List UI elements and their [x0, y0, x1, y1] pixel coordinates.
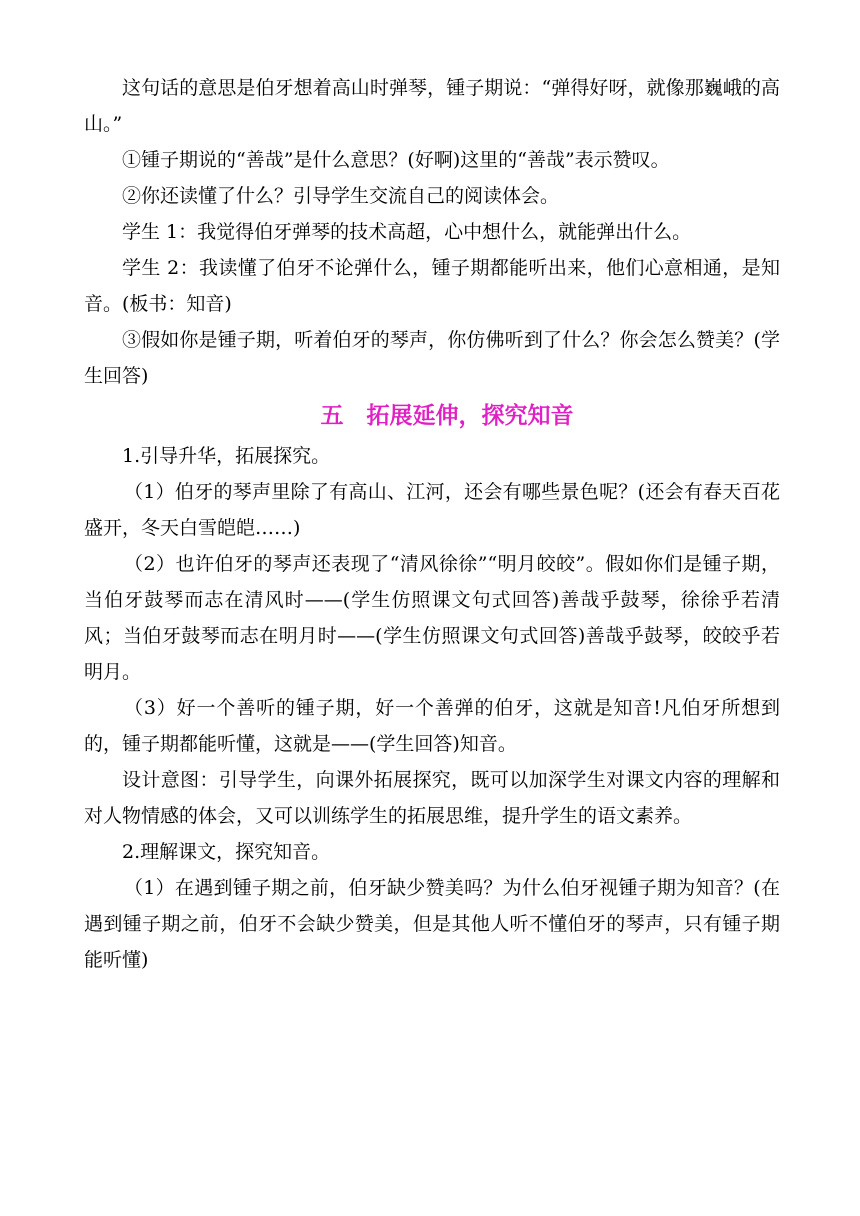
- paragraph-meaning: 这句话的意思是伯牙想着高山时弹琴，锺子期说：“弹得好呀，就像那巍峨的高山。”: [84, 77, 780, 135]
- paragraph-sub-4: （1）在遇到锺子期之前，伯牙缺少赞美吗？为什么伯牙视锺子期为知音？(在遇到锺子期之前，伯牙不会缺少赞美，但是其他人听不懂伯牙的琴声，只有锺子期能听懂): [84, 877, 780, 971]
- paragraph-design-intent: 设计意图：引导学生，向课外拓展探究，既可以加深学生对课文内容的理解和对人物情感的体会，又可以训练学生的拓展思维，提升学生的语文素养。: [84, 769, 780, 827]
- paragraph-sub-3: （3）好一个善听的锺子期，好一个善弹的伯牙，这就是知音!凡伯牙所想到的，锺子期都能听懂，这就是——(学生回答)知音。: [84, 697, 780, 755]
- paragraph-student-1: 学生 1：我觉得伯牙弹琴的技术高超，心中想什么，就能弹出什么。: [122, 221, 692, 243]
- paragraph-sub-2: （2）也许伯牙的琴声还表现了“清风徐徐”“明月皎皎”。假如你们是锺子期，当伯牙鼓琴而志在清风时——(学生仿照课文句式回答)善哉乎鼓琴，徐徐乎若清风；当伯牙鼓琴而志在明月时——(学生仿照课文句式回答)善哉乎鼓琴，皎皎乎若明月。: [84, 553, 780, 683]
- section-heading: 五 拓展延伸，探究知音: [320, 402, 574, 429]
- paragraph-step-1: 1.引导升华，拓展探究。: [122, 445, 331, 467]
- paragraph-sub-1: （1）伯牙的琴声里除了有高山、江河，还会有哪些景色呢？(还会有春天百花盛开，冬天白雪皑皑……): [84, 481, 780, 539]
- paragraph-student-2: 学生 2：我读懂了伯牙不论弹什么，锺子期都能听出来，他们心意相通，是知音。(板书：知音): [84, 257, 780, 315]
- paragraph-question-2: ②你还读懂了什么？引导学生交流自己的阅读体会。: [122, 185, 560, 207]
- paragraph-question-3: ③假如你是锺子期，听着伯牙的琴声，你仿佛听到了什么？你会怎么赞美？(学生回答): [84, 329, 780, 387]
- paragraph-step-2: 2.理解课文，探究知音。: [122, 841, 331, 863]
- paragraph-question-1: ①锺子期说的“善哉”是什么意思？(好啊)这里的“善哉”表示赞叹。: [122, 149, 670, 171]
